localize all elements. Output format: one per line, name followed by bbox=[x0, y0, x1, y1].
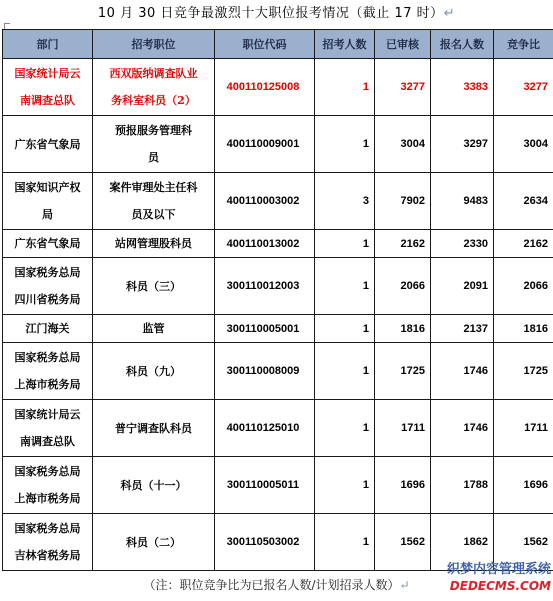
cell-code: 400110013002 bbox=[215, 230, 315, 258]
cell-line: 科员（二） bbox=[126, 535, 181, 549]
cell-approved: 7902 bbox=[375, 173, 431, 230]
cell-ratio: 3277 bbox=[494, 59, 553, 116]
cell-quota: 1 bbox=[315, 258, 375, 315]
table-row bbox=[3, 258, 553, 315]
cell-applicants: 3383 bbox=[431, 59, 494, 116]
cell-approved: 1816 bbox=[375, 315, 431, 343]
cell-post bbox=[93, 343, 215, 400]
cell-line: 国家知识产权 bbox=[14, 181, 81, 194]
cell-applicants: 2330 bbox=[431, 230, 494, 258]
cell-dept bbox=[3, 116, 93, 173]
cell-dept bbox=[3, 457, 93, 514]
cell-applicants: 1788 bbox=[431, 457, 494, 514]
cell-line: 科员（九） bbox=[126, 364, 181, 378]
registration-table bbox=[2, 29, 553, 571]
header-post: 招考职位 bbox=[93, 30, 215, 59]
cell-quota: 3 bbox=[315, 173, 375, 230]
cell-ratio: 1816 bbox=[494, 315, 553, 343]
header-code: 职位代码 bbox=[215, 30, 315, 59]
cell-line: 四川省税务局 bbox=[14, 293, 81, 306]
cell-line: 国家税务总局 bbox=[14, 465, 81, 478]
cell-line: 广东省气象局 bbox=[14, 137, 81, 151]
header-approved: 已审核 bbox=[375, 30, 431, 59]
page-title: 10 月 30 日竞争最激烈十大职位报考情况（截止 17 时）↵ bbox=[97, 6, 456, 21]
cell-quota: 1 bbox=[315, 116, 375, 173]
table-row bbox=[3, 343, 553, 400]
cell-line: 员及以下 bbox=[131, 208, 176, 221]
cell-code: 300110005011 bbox=[215, 457, 315, 514]
footnote: （注：职位竞争比为已报名人数/计划招录人数）↵ bbox=[143, 578, 410, 592]
cell-dept bbox=[3, 514, 93, 571]
cell-quota: 1 bbox=[315, 514, 375, 571]
cell-post bbox=[93, 400, 215, 457]
cell-quota: 1 bbox=[315, 59, 375, 116]
cell-ratio: 1696 bbox=[494, 457, 553, 514]
cell-approved: 1696 bbox=[375, 457, 431, 514]
cell-quota: 1 bbox=[315, 230, 375, 258]
cell-applicants: 2137 bbox=[431, 315, 494, 343]
cell-code: 300110012003 bbox=[215, 258, 315, 315]
cell-approved: 2162 bbox=[375, 230, 431, 258]
cell-ratio: 1725 bbox=[494, 343, 553, 400]
cell-quota: 1 bbox=[315, 400, 375, 457]
cell-line: 国家统计局云 bbox=[14, 408, 81, 421]
cell-approved: 1562 bbox=[375, 514, 431, 571]
cell-line: 上海市税务局 bbox=[14, 492, 81, 505]
cell-line: 国家税务总局 bbox=[14, 351, 81, 364]
cell-line: 案件审理处主任科 bbox=[109, 181, 198, 194]
cell-line: 站网管理股科员 bbox=[115, 237, 192, 250]
cell-dept bbox=[3, 173, 93, 230]
cell-line: 广东省气象局 bbox=[14, 237, 81, 250]
cell-applicants: 1746 bbox=[431, 400, 494, 457]
header-quota: 招考人数 bbox=[315, 30, 375, 59]
table-header-row bbox=[3, 30, 553, 59]
cell-line: 局 bbox=[42, 208, 53, 221]
cell-dept bbox=[3, 258, 93, 315]
cell-post bbox=[93, 315, 215, 343]
cell-line: 普宁调查队科员 bbox=[115, 421, 192, 435]
cell-line: 上海市税务局 bbox=[14, 378, 81, 391]
cell-line: 西双版纳调查队业 bbox=[109, 67, 198, 80]
cell-line: 江门海关 bbox=[25, 322, 70, 335]
cell-line: 国家税务总局 bbox=[14, 266, 81, 279]
cell-code: 300110008009 bbox=[215, 343, 315, 400]
cell-ratio: 2634 bbox=[494, 173, 553, 230]
cell-post bbox=[93, 116, 215, 173]
cell-applicants: 2091 bbox=[431, 258, 494, 315]
cell-code: 300110005001 bbox=[215, 315, 315, 343]
cell-line: 科员（十一） bbox=[120, 478, 187, 492]
cell-ratio: 2162 bbox=[494, 230, 553, 258]
cell-post bbox=[93, 457, 215, 514]
cell-post bbox=[93, 173, 215, 230]
cell-line: 监管 bbox=[142, 322, 165, 335]
cell-approved: 1725 bbox=[375, 343, 431, 400]
cell-code: 400110125008 bbox=[215, 59, 315, 116]
cell-line: 南调查总队 bbox=[20, 435, 75, 448]
cell-line: 员 bbox=[148, 151, 159, 164]
watermark-line2: DEDECMS.COM bbox=[449, 579, 551, 593]
cell-line: 科员（三） bbox=[126, 279, 181, 293]
cell-applicants: 3297 bbox=[431, 116, 494, 173]
cell-ratio: 3004 bbox=[494, 116, 553, 173]
table-row bbox=[3, 230, 553, 258]
table-row bbox=[3, 173, 553, 230]
cell-line: 预报服务管理科 bbox=[115, 124, 192, 137]
cell-quota: 1 bbox=[315, 315, 375, 343]
cell-code: 400110009001 bbox=[215, 116, 315, 173]
cell-quota: 1 bbox=[315, 457, 375, 514]
cell-line: 南调查总队 bbox=[20, 94, 75, 107]
cell-line: 务科室科员（2） bbox=[111, 94, 196, 107]
cell-post bbox=[93, 258, 215, 315]
cell-code: 400110003002 bbox=[215, 173, 315, 230]
cell-approved: 1711 bbox=[375, 400, 431, 457]
cell-applicants: 9483 bbox=[431, 173, 494, 230]
table-row bbox=[3, 116, 553, 173]
header-dept: 部门 bbox=[3, 30, 93, 59]
cell-applicants: 1746 bbox=[431, 343, 494, 400]
cell-dept bbox=[3, 315, 93, 343]
cell-post bbox=[93, 514, 215, 571]
cell-applicants: 1862 bbox=[431, 514, 494, 571]
header-applicants: 报名人数 bbox=[431, 30, 494, 59]
table-row bbox=[3, 400, 553, 457]
cell-dept bbox=[3, 400, 93, 457]
cell-post bbox=[93, 230, 215, 258]
watermark-line1: 织梦内容管理系统 bbox=[446, 562, 551, 577]
cell-ratio: 1562 bbox=[494, 514, 553, 571]
cell-post bbox=[93, 59, 215, 116]
table-row bbox=[3, 457, 553, 514]
watermark-logo bbox=[447, 561, 551, 595]
cell-line: 国家税务总局 bbox=[14, 522, 81, 535]
cell-dept bbox=[3, 343, 93, 400]
cell-line: 吉林省税务局 bbox=[14, 549, 81, 562]
cell-approved: 3277 bbox=[375, 59, 431, 116]
cell-approved: 2066 bbox=[375, 258, 431, 315]
cell-dept bbox=[3, 230, 93, 258]
cell-code: 400110125010 bbox=[215, 400, 315, 457]
cell-dept bbox=[3, 59, 93, 116]
cell-quota: 1 bbox=[315, 343, 375, 400]
cell-code: 300110503002 bbox=[215, 514, 315, 571]
table-row bbox=[3, 59, 553, 116]
cell-approved: 3004 bbox=[375, 116, 431, 173]
cell-line: 国家统计局云 bbox=[14, 67, 81, 80]
table-row bbox=[3, 315, 553, 343]
header-ratio: 竞争比 bbox=[494, 30, 553, 59]
cell-ratio: 1711 bbox=[494, 400, 553, 457]
cell-ratio: 2066 bbox=[494, 258, 553, 315]
